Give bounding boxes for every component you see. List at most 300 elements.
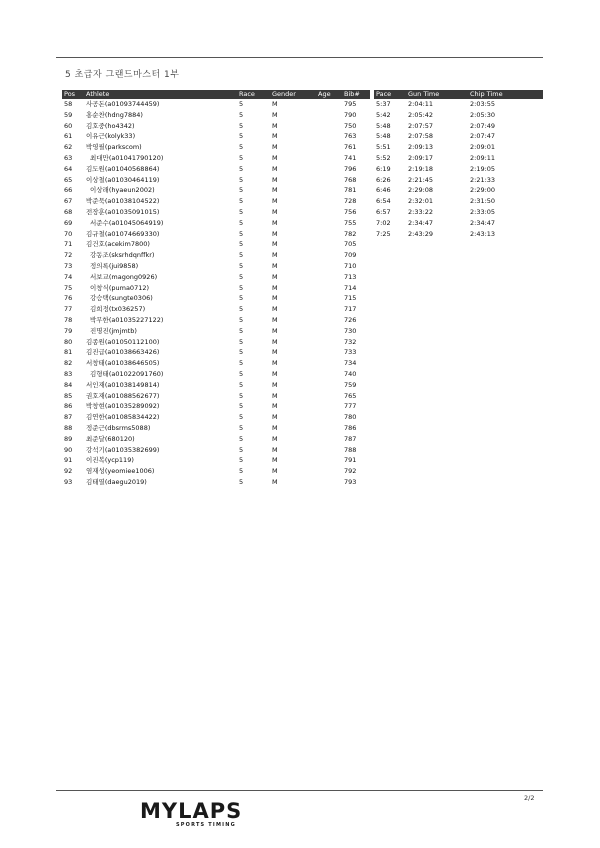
table-row [62, 445, 543, 456]
race-cell: 5 [239, 413, 244, 422]
age-cell [316, 434, 342, 445]
athlete-cell: 김연한(a01085834422) [86, 413, 160, 422]
pace-cell [374, 283, 406, 294]
pace-cell [374, 337, 406, 348]
col-athlete: Athlete [84, 90, 237, 99]
gender-cell: M [272, 477, 278, 486]
race-cell: 5 [239, 218, 244, 227]
age-cell [316, 250, 342, 261]
bib-cell: 765 [344, 391, 357, 400]
table-row [62, 261, 543, 272]
pace-cell [374, 434, 406, 445]
bib-cell: 728 [344, 197, 357, 206]
chip-time-cell: 2:07:49 [470, 121, 496, 130]
header-rule [56, 57, 543, 58]
table-row [62, 142, 543, 153]
age-cell [316, 412, 342, 423]
race-cell: 5 [239, 197, 244, 206]
chip-time-cell [468, 369, 543, 380]
race-cell: 5 [239, 315, 244, 324]
gun-time-cell [406, 250, 468, 261]
age-cell [316, 423, 342, 434]
pos-cell: 92 [64, 467, 73, 476]
table-row [62, 164, 543, 175]
bib-cell: 777 [344, 402, 357, 411]
table-row [62, 99, 543, 110]
age-cell [316, 142, 342, 153]
gun-time-cell [406, 326, 468, 337]
athlete-cell: 이상철(a01030464119) [86, 175, 160, 184]
pos-cell: 68 [64, 207, 73, 216]
athlete-cell: 박준묵(a01038104522) [86, 197, 160, 206]
race-cell: 5 [239, 456, 244, 465]
gender-cell: M [272, 305, 278, 314]
chip-time-cell: 2:43:13 [470, 229, 496, 238]
chip-time-cell [468, 380, 543, 391]
table-row [62, 391, 543, 402]
gun-time-cell [406, 391, 468, 402]
pace-cell: 6:26 [376, 175, 391, 184]
athlete-cell: 김도원(a01040568864) [86, 164, 160, 173]
chip-time-cell: 2:33:05 [470, 207, 496, 216]
gun-time-cell [406, 261, 468, 272]
pace-cell: 7:25 [376, 229, 391, 238]
logo-wordmark: MYLAPS [140, 799, 243, 823]
gender-cell: M [272, 294, 278, 303]
table-row [62, 423, 543, 434]
athlete-cell: 이창식(puma0712) [90, 283, 150, 292]
pos-cell: 93 [64, 477, 73, 486]
bib-cell: 709 [344, 251, 357, 260]
athlete-cell: 사공돈(a01093744459) [86, 100, 160, 108]
race-cell: 5 [239, 164, 244, 173]
chip-time-cell [468, 423, 543, 434]
table-row [62, 110, 543, 121]
pace-cell: 5:52 [376, 153, 391, 162]
bib-cell: 788 [344, 445, 357, 454]
logo-tagline: SPORTS TIMING [176, 822, 236, 828]
gun-time-cell [406, 455, 468, 466]
pos-cell: 78 [64, 315, 73, 324]
chip-time-cell [468, 261, 543, 272]
chip-time-cell [468, 326, 543, 337]
race-cell: 5 [239, 186, 244, 195]
age-cell [316, 229, 342, 240]
pace-cell [374, 347, 406, 358]
table-row [62, 401, 543, 412]
bib-cell: 741 [344, 153, 357, 162]
age-cell [316, 315, 342, 326]
gun-time-cell [406, 401, 468, 412]
bib-cell: 780 [344, 413, 357, 422]
race-cell: 5 [239, 337, 244, 346]
bib-cell: 763 [344, 132, 357, 141]
race-cell: 5 [239, 326, 244, 335]
gender-cell: M [272, 121, 278, 130]
gun-time-cell [406, 272, 468, 283]
pace-cell: 6:57 [376, 207, 391, 216]
pace-cell [374, 250, 406, 261]
gender-cell: M [272, 186, 278, 195]
gender-cell: M [272, 261, 278, 270]
chip-time-cell: 2:21:33 [470, 175, 496, 184]
mylaps-logo [140, 800, 260, 832]
gender-cell: M [272, 175, 278, 184]
pos-cell: 74 [64, 272, 73, 281]
gender-cell: M [272, 413, 278, 422]
gun-time-cell [406, 445, 468, 456]
bib-cell: 713 [344, 272, 357, 281]
pace-cell [374, 358, 406, 369]
chip-time-cell: 2:03:55 [470, 100, 496, 108]
table-row [62, 185, 543, 196]
table-row [62, 455, 543, 466]
age-cell [316, 391, 342, 402]
athlete-cell: 강승택(sungte0306) [90, 294, 153, 303]
athlete-cell: 박무한(a01035227122) [90, 315, 164, 324]
col-gender: Gender [270, 90, 316, 99]
gun-time-cell [406, 293, 468, 304]
bib-cell: 705 [344, 240, 357, 249]
chip-time-cell: 2:07:47 [470, 132, 496, 141]
bib-cell: 768 [344, 175, 357, 184]
athlete-cell: 이유근(kolyk33) [86, 132, 136, 141]
chip-time-cell: 2:09:11 [470, 153, 496, 162]
gun-time-cell: 2:34:47 [408, 218, 434, 227]
age-cell [316, 185, 342, 196]
table-row [62, 434, 543, 445]
race-cell: 5 [239, 305, 244, 314]
pace-cell [374, 239, 406, 250]
pace-cell [374, 466, 406, 477]
chip-time-cell [468, 239, 543, 250]
chip-time-cell [468, 250, 543, 261]
table-row [62, 218, 543, 229]
pos-cell: 86 [64, 402, 73, 411]
race-cell: 5 [239, 121, 244, 130]
race-cell: 5 [239, 445, 244, 454]
gender-cell: M [272, 434, 278, 443]
col-pos: Pos [62, 90, 84, 99]
athlete-cell: 이상래(hyaeun2002) [90, 186, 155, 195]
athlete-cell: 박창현(a01035289092) [86, 402, 160, 411]
pos-cell: 80 [64, 337, 73, 346]
gender-cell: M [272, 369, 278, 378]
pace-cell [374, 380, 406, 391]
gun-time-cell: 2:05:42 [408, 110, 434, 119]
gender-cell: M [272, 218, 278, 227]
athlete-cell: 김건호(acekim7800) [86, 240, 150, 249]
gun-time-cell: 2:07:58 [408, 132, 434, 141]
age-cell [316, 466, 342, 477]
age-cell [316, 455, 342, 466]
chip-time-cell [468, 304, 543, 315]
athlete-cell: 김형태(a01022091760) [90, 369, 164, 378]
bib-cell: 790 [344, 110, 357, 119]
gender-cell: M [272, 207, 278, 216]
pos-cell: 66 [64, 186, 73, 195]
gun-time-cell [406, 304, 468, 315]
pos-cell: 67 [64, 197, 73, 206]
table-row [62, 412, 543, 423]
pos-cell: 64 [64, 164, 73, 173]
age-cell [316, 347, 342, 358]
pos-cell: 71 [64, 240, 73, 249]
gender-cell: M [272, 348, 278, 357]
gun-time-cell: 2:07:57 [408, 121, 434, 130]
pos-cell: 63 [64, 153, 73, 162]
col-gun-time: Gun Time [406, 90, 468, 99]
race-cell: 5 [239, 283, 244, 292]
chip-time-cell [468, 401, 543, 412]
table-row [62, 153, 543, 164]
pace-cell [374, 293, 406, 304]
gender-cell: M [272, 132, 278, 141]
age-cell [316, 358, 342, 369]
col-pace: Pace [374, 90, 406, 99]
bib-cell: 761 [344, 143, 357, 152]
bib-cell: 795 [344, 100, 357, 108]
pos-cell: 62 [64, 143, 73, 152]
race-cell: 5 [239, 272, 244, 281]
gender-cell: M [272, 153, 278, 162]
race-cell: 5 [239, 359, 244, 368]
gender-cell: M [272, 402, 278, 411]
gender-cell: M [272, 326, 278, 335]
bib-cell: 750 [344, 121, 357, 130]
pos-cell: 58 [64, 100, 73, 108]
chip-time-cell [468, 315, 543, 326]
table-row [62, 380, 543, 391]
pos-cell: 73 [64, 261, 73, 270]
gender-cell: M [272, 143, 278, 152]
race-cell: 5 [239, 467, 244, 476]
table-row [62, 315, 543, 326]
chip-time-cell: 2:19:05 [470, 164, 496, 173]
bib-cell: 732 [344, 337, 357, 346]
chip-time-cell [468, 455, 543, 466]
table-row [62, 326, 543, 337]
pace-cell [374, 412, 406, 423]
gun-time-cell: 2:19:18 [408, 164, 434, 173]
race-cell: 5 [239, 402, 244, 411]
bib-cell: 796 [344, 164, 357, 173]
race-cell: 5 [239, 175, 244, 184]
col-chip-time: Chip Time [468, 90, 543, 99]
pos-cell: 81 [64, 348, 73, 357]
gender-cell: M [272, 240, 278, 249]
gun-time-cell: 2:21:45 [408, 175, 434, 184]
table-row [62, 358, 543, 369]
athlete-cell: 서인재(a01038149814) [86, 380, 160, 389]
age-cell [316, 131, 342, 142]
gender-cell: M [272, 315, 278, 324]
age-cell [316, 401, 342, 412]
bib-cell: 793 [344, 477, 357, 486]
gun-time-cell: 2:32:01 [408, 197, 434, 206]
col-age: Age [316, 90, 342, 99]
chip-time-cell: 2:09:01 [470, 143, 496, 152]
gun-time-cell [406, 315, 468, 326]
chip-time-cell [468, 477, 543, 488]
gun-time-cell [406, 347, 468, 358]
bib-cell: 717 [344, 305, 357, 314]
bib-cell: 734 [344, 359, 357, 368]
gun-time-cell [406, 239, 468, 250]
athlete-cell: 정의록(jui9858) [90, 261, 139, 270]
race-cell: 5 [239, 380, 244, 389]
table-row [62, 477, 543, 488]
chip-time-cell [468, 283, 543, 294]
race-cell: 5 [239, 143, 244, 152]
bib-cell: 782 [344, 229, 357, 238]
pos-cell: 76 [64, 294, 73, 303]
pos-cell: 60 [64, 121, 73, 130]
gender-cell: M [272, 283, 278, 292]
chip-time-cell [468, 347, 543, 358]
athlete-cell: 최대만(a01041790120) [90, 153, 164, 162]
pos-cell: 85 [64, 391, 73, 400]
athlete-cell: 김호중(ho4342) [86, 121, 135, 130]
race-cell: 5 [239, 391, 244, 400]
bib-cell: 710 [344, 261, 357, 270]
pace-cell [374, 455, 406, 466]
table-row [62, 337, 543, 348]
race-cell: 5 [239, 477, 244, 486]
gun-time-cell: 2:29:08 [408, 186, 434, 195]
chip-time-cell: 2:34:47 [470, 218, 496, 227]
pos-cell: 91 [64, 456, 73, 465]
pace-cell [374, 272, 406, 283]
gun-time-cell [406, 412, 468, 423]
race-cell: 5 [239, 423, 244, 432]
page-title: 5 초급자 그랜드마스터 1부 [65, 70, 180, 80]
athlete-cell: 김종원(a01050112100) [86, 337, 160, 346]
pos-cell: 77 [64, 305, 73, 314]
gun-time-cell: 2:09:17 [408, 153, 434, 162]
table-row [62, 250, 543, 261]
pace-cell: 5:37 [376, 100, 391, 108]
age-cell [316, 283, 342, 294]
age-cell [316, 175, 342, 186]
pace-cell: 5:48 [376, 121, 391, 130]
athlete-cell: 박영필(parkscom) [86, 143, 142, 152]
gun-time-cell: 2:04:11 [408, 100, 434, 108]
pos-cell: 75 [64, 283, 73, 292]
gender-cell: M [272, 391, 278, 400]
bib-cell: 756 [344, 207, 357, 216]
pos-cell: 90 [64, 445, 73, 454]
pos-cell: 70 [64, 229, 73, 238]
age-cell [316, 272, 342, 283]
age-cell [316, 99, 342, 110]
chip-time-cell [468, 434, 543, 445]
gun-time-cell: 2:09:13 [408, 143, 434, 152]
table-row [62, 196, 543, 207]
athlete-cell: 염재성(yeomiee1006) [86, 467, 155, 476]
pace-cell [374, 391, 406, 402]
athlete-cell: 홍순찬(hdng7884) [86, 110, 143, 119]
table-row [62, 293, 543, 304]
table-row [62, 304, 543, 315]
chip-time-cell [468, 412, 543, 423]
table-row [62, 283, 543, 294]
pace-cell [374, 445, 406, 456]
gender-cell: M [272, 359, 278, 368]
pace-cell: 7:02 [376, 218, 391, 227]
table-header [62, 90, 543, 99]
gun-time-cell [406, 337, 468, 348]
chip-time-cell [468, 358, 543, 369]
gun-time-cell [406, 466, 468, 477]
pos-cell: 83 [64, 369, 73, 378]
gun-time-cell [406, 380, 468, 391]
athlete-cell: 서준수(a01045064919) [90, 218, 164, 227]
bib-cell: 786 [344, 423, 357, 432]
age-cell [316, 380, 342, 391]
pos-cell: 87 [64, 413, 73, 422]
pos-cell: 72 [64, 251, 73, 260]
gun-time-cell [406, 434, 468, 445]
age-cell [316, 239, 342, 250]
bib-cell: 733 [344, 348, 357, 357]
athlete-cell: 정준근(dbsrms5088) [86, 423, 151, 432]
bib-cell: 715 [344, 294, 357, 303]
pos-cell: 65 [64, 175, 73, 184]
age-cell [316, 304, 342, 315]
gender-cell: M [272, 110, 278, 119]
athlete-cell: 김규철(a01074669330) [86, 229, 160, 238]
age-cell [316, 207, 342, 218]
pace-cell [374, 315, 406, 326]
table-row [62, 131, 543, 142]
chip-time-cell [468, 445, 543, 456]
chip-time-cell [468, 466, 543, 477]
page-number: 2/2 [524, 794, 535, 802]
race-cell: 5 [239, 100, 244, 108]
athlete-cell: 김진급(a01038663426) [86, 348, 160, 357]
table-row [62, 229, 543, 240]
age-cell [316, 337, 342, 348]
bib-cell: 726 [344, 315, 357, 324]
age-cell [316, 164, 342, 175]
athlete-cell: 김희정(tx036257) [90, 305, 146, 314]
race-cell: 5 [239, 348, 244, 357]
age-cell [316, 196, 342, 207]
athlete-cell: 서창태(a01038646505) [86, 359, 160, 368]
bib-cell: 787 [344, 434, 357, 443]
athlete-cell: 강석기(a01035382699) [86, 445, 160, 454]
race-cell: 5 [239, 240, 244, 249]
pace-cell: 6:54 [376, 197, 391, 206]
age-cell [316, 110, 342, 121]
race-cell: 5 [239, 369, 244, 378]
gender-cell: M [272, 380, 278, 389]
pace-cell: 5:51 [376, 143, 391, 152]
gender-cell: M [272, 251, 278, 260]
pace-cell [374, 261, 406, 272]
athlete-cell: 진명진(jmjmtb) [90, 326, 137, 335]
table-row [62, 175, 543, 186]
gun-time-cell: 2:43:29 [408, 229, 434, 238]
age-cell [316, 445, 342, 456]
gender-cell: M [272, 100, 278, 108]
chip-time-cell [468, 293, 543, 304]
age-cell [316, 261, 342, 272]
gun-time-cell [406, 369, 468, 380]
footer-rule [56, 790, 543, 791]
race-cell: 5 [239, 110, 244, 119]
